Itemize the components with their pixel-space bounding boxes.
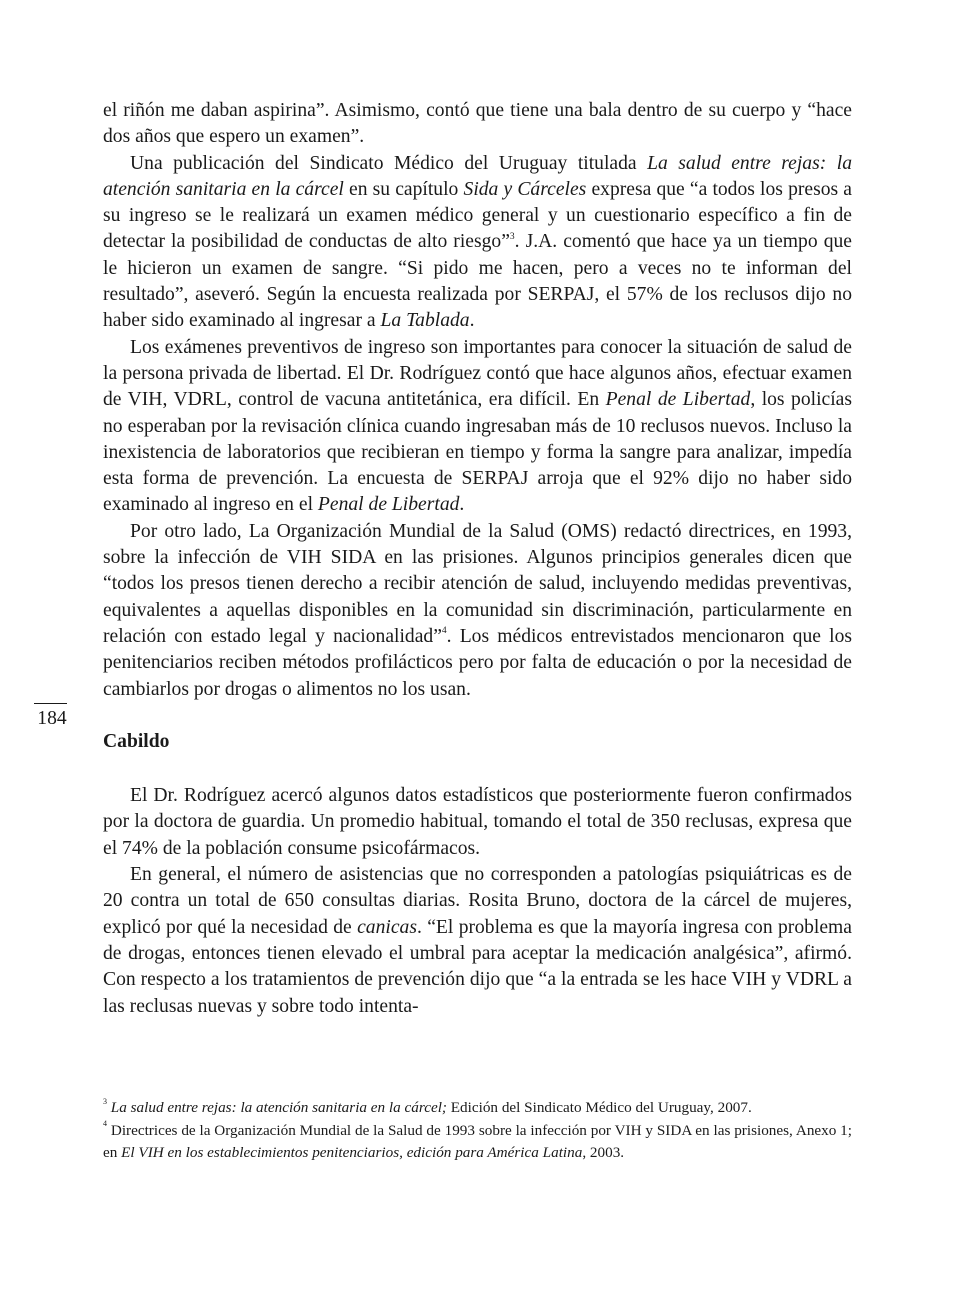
paragraph-text: . Los médicos entrevistados mencionaron que los penitenciarios reciben métodos profilácticos pero por falta de educación o por la necesidad de cambiarlos por drogas o alimentos no los usan. — [103, 625, 852, 700]
footnote-3 — [103, 1097, 852, 1120]
footnote-text: , 2003. — [582, 1144, 625, 1161]
paragraph-text: Los exámenes preventivos de ingreso son importantes para conocer la situación de salud de la persona privada de libertad. El Dr. Rodríguez contó que hace algunos años, efectuar examen de VIH, VDRL, control de vacuna antitetánica, era difícil. En — [103, 336, 852, 411]
paragraph-text: expresa que “a todos los presos a su ingreso se le realizará un examen médico general y un cuestionario específico a fin de detectar la posibilidad de conductas de alto riesgo” — [103, 178, 853, 253]
footnote-title: La salud entre rejas: la atención sanitaria en la cárcel; — [110, 1099, 447, 1116]
paragraph-text: . — [459, 494, 465, 516]
footnote-number: 4 — [103, 1119, 107, 1129]
paragraph-text: Por otro lado, La Organización Mundial de la Salud (OMS) redactó directrices, en 1993, sobre la infección de VIH SIDA en las prisiones. Algunos principios generales dicen que “todos los presos tienen derecho a recibir atención de salud, incluyendo medidas preventivas, equivalentes a aquellas disponibles en la comunidad sin discriminación, particularmente en relación con estado legal y nacionalidad” — [103, 520, 852, 647]
footnote-text: Directrices de la Organización Mundial de la Salud de 1993 sobre la infección por VIH y SIDA en las prisiones, Anexo 1; en — [103, 1121, 852, 1161]
paragraph-text: . “El problema es que la mayoría ingresa con problema de drogas, entonces tienen elevado el umbral para aceptar la medicación analgésica”, afirmó. Con respecto a los tratamientos de prevención dijo que “a la entrada se les hace VIH y VDRL a las reclusas nuevas y sobre todo intenta- — [103, 916, 852, 1017]
footnote-ref-3[interactable]: 3 — [509, 231, 515, 242]
footnotes — [103, 1097, 852, 1165]
paragraph-2 — [103, 151, 852, 335]
paragraph-text: . J.A. comentó que hace ya un tiempo que le hicieron un examen de sangre. “Si pido me hacen, pero a veces no te informan del resultado”, aseveró. Según la encuesta realizada por SERPAJ, el 57% de los reclusos dijo no haber sido examinado al ingresar a — [103, 231, 852, 332]
paragraph-5 — [103, 783, 852, 862]
paragraph-text: . — [469, 310, 475, 332]
paragraph-6 — [103, 862, 852, 1020]
page-number: 184 — [37, 708, 67, 729]
section-heading: Cabildo — [103, 730, 170, 752]
place-name: La Tablada — [380, 310, 470, 332]
footnote-title: El VIH en los establecimientos penitenciarios, edición para América Latina — [121, 1144, 583, 1161]
page-number-rule — [34, 703, 67, 704]
paragraph-text: En general, el número de asistencias que no corresponden a patologías psiquiátricas es de 20 contra un total de 650 consultas diarias. Rosita Bruno, doctora de la cárcel de mujeres, explicó por qué la necesidad de — [103, 864, 852, 938]
chapter-title: Sida y Cárceles — [463, 178, 587, 200]
paragraph-text: Una publicación del Sindicato Médico del Uruguay titulada — [130, 152, 648, 174]
footnote-ref-4[interactable]: 4 — [441, 626, 447, 637]
emphasis-word: canicas — [357, 916, 417, 938]
body-text — [103, 98, 852, 1020]
paragraph-text: el riñón me daban aspirina”. Asimismo, contó que tiene una bala dentro de su cuerpo y “hace dos años que espero un examen”. — [103, 100, 852, 148]
paragraph-3 — [103, 335, 852, 519]
book-title: La salud entre rejas: la atención sanitaria en la cárcel — [103, 152, 852, 200]
footnote-4 — [103, 1120, 852, 1165]
place-name: Penal de Libertad — [605, 389, 751, 411]
paragraph-1 — [103, 98, 852, 151]
place-name: Penal de Libertad — [317, 494, 460, 516]
paragraph-4 — [103, 519, 852, 703]
footnote-number: 3 — [103, 1096, 107, 1106]
paragraph-text: , los policías no esperaban por la revisación clínica cuando ingresaban más de 10 reclusos nuevos. Incluso la inexistencia de laboratorios que recibieran en tiempo y forma la sangre para analizar, impedía esta forma de prevención. La encuesta de SERPAJ arroja que el 92% dijo no haber sido examinado al ingreso en el — [103, 389, 852, 516]
paragraph-text: El Dr. Rodríguez acercó algunos datos estadísticos que posteriormente fueron confirmados por la doctora de guardia. Un promedio habitual, tomando el total de 350 reclusas, expresa que el 74% de la población consume psicofármacos. — [103, 785, 852, 859]
footnote-text: Edición del Sindicato Médico del Uruguay, 2007. — [446, 1099, 752, 1116]
paragraph-text: en su capítulo — [343, 178, 464, 200]
